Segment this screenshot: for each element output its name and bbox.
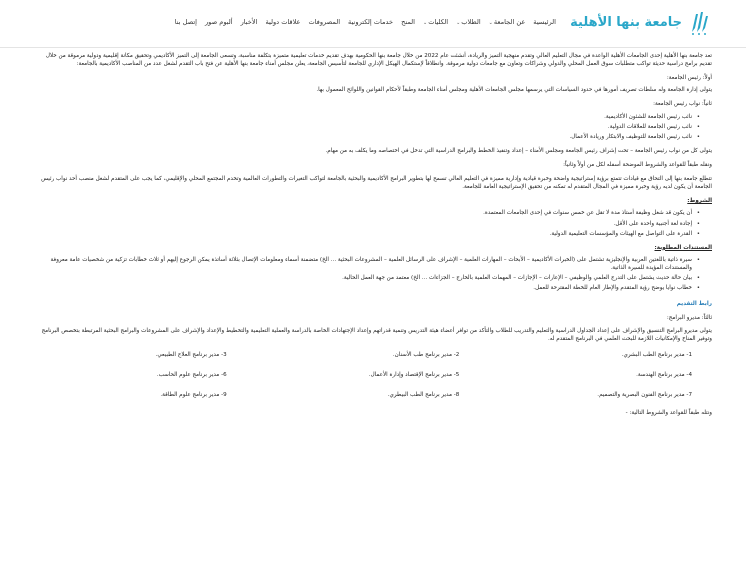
- nav-item-label: عن الجامعة: [493, 18, 526, 26]
- nav-item[interactable]: [533, 18, 556, 28]
- nav-item-label: الرئيسية: [533, 18, 556, 26]
- nav-item-label: خدمات إلكترونية: [348, 18, 394, 26]
- brand-logo[interactable]: [570, 10, 710, 36]
- nav-item-label: علاقات دولية: [265, 18, 301, 26]
- university-logo-icon: [688, 10, 710, 36]
- documents-title: المستندات المطلوبة:: [654, 244, 712, 251]
- main-nav: [20, 18, 556, 28]
- vision-paragraph: تتطلع جامعة بنها إلى التحاق مع قيادات تتمتع برؤية إستراتيجية واضحة وخبرة قيادية وإدارية مميزة في التعليم العالي تسمح لها بتطوير البرامج الأكاديمية والبحثية بالجامعة لتواكب التغيرات والتطورات العالمية وتخدم المجتمع المحلي والإقليمي، كما يجب على المتقدم لشغل منصب أحد نواب رئيس الجامعة أن يكون لديه رؤية وخبرة مميزة في المجال المتقدم له تمكنه من تحقيق الإستراتيجية العامة للجامعة.: [41, 176, 712, 191]
- nav-item[interactable]: [348, 18, 393, 28]
- nav-item-label: الكليات: [428, 18, 449, 26]
- nav-item[interactable]: [489, 18, 526, 28]
- program-item: 7- مدير برنامج الفنون البصرية والتصميم.: [597, 391, 692, 398]
- vice-president-list: [34, 113, 712, 141]
- list-item: • خطاب نوايا يوضح رؤية المتقدم والإطار العام للخطة المقترحة للعمل.: [34, 284, 692, 292]
- nav-item-label: المصروفات: [308, 18, 341, 26]
- section1-title: أولاً: رئيس الجامعة:: [666, 75, 712, 82]
- nav-item-label: الأخبار: [240, 18, 258, 26]
- programs-grid: [34, 351, 692, 399]
- brand-name: جامعة بنها الأهلية: [570, 14, 682, 30]
- apply-link[interactable]: رابط التقديم: [676, 301, 712, 308]
- section1-text: يتولى إدارة الجامعة وله سلطات تصريف أمورها في حدود السياسات التي يرسمها مجلس الجامعات الأهلية ومجلس أمناء الجامعة وطبقاً لأحكام القوانين واللوائح المعمول بها.: [316, 87, 712, 94]
- requirements-intro: ونقله طبقاً للقواعد والشروط الموضحة أسفله لكل من أولاً وثانياً:: [563, 161, 712, 168]
- nav-item[interactable]: [205, 18, 233, 28]
- program-item: 5- مدير برنامج الإقتصاد وإدارة الأعمال.: [368, 371, 460, 378]
- conditions-list: [34, 209, 712, 237]
- program-item: 3- مدير برنامج العلاج الطبيعي.: [155, 351, 227, 358]
- nav-item[interactable]: [265, 18, 300, 28]
- chevron-down-icon: ⌄: [488, 20, 493, 26]
- program-item: 4- مدير برنامج الهندسة.: [636, 371, 692, 378]
- program-item: 1- مدير برنامج الطب البشري.: [621, 351, 692, 358]
- nav-item-label: الطلاب: [461, 18, 481, 26]
- list-item: • إجادة لغة أجنبية واحدة على الأقل.: [34, 220, 692, 228]
- list-item: • نائب رئيس الجامعة للعلاقات الدولية.: [34, 123, 692, 131]
- list-item: • القدرة على التواصل مع الهيئات والمؤسسات التعليمية الدولية.: [34, 230, 692, 238]
- nav-item[interactable]: [401, 18, 415, 28]
- program-item: 2- مدير برنامج طب الأسنان.: [392, 351, 460, 358]
- list-item: • بيان حالة حديث يشتمل على التدرج العلمي والوظيفي – الإعارات – الإجازات – المهمات العلمية بالخارج – الجزاءات ... الخ) معتمد من جهة العمل الحالية.: [34, 274, 692, 282]
- section3-footer: ونتله طبقاً للقواعد والشروط التالية: -: [625, 410, 712, 417]
- nav-item[interactable]: [308, 18, 340, 28]
- nav-item-label: إتصل بنا: [174, 18, 197, 26]
- program-item: 6- مدير برنامج علوم الحاسب.: [156, 371, 227, 378]
- nav-item-label: المنح: [401, 18, 415, 26]
- nav-item[interactable]: [241, 18, 258, 28]
- section3-text: يتولى مديرو البرامج التنسيق والإشراف على إعداد الجداول الدراسية والتعليم والتدريب للطلاب والتأكد من توافر أعضاء هيئة التدريس وتنمية قدراتهم وإعداد الإجتهادات الخاصة بالدراسة والعملية التعليمية والتخطيط والإعداد والإشراف على المشروعات والبرامج البحثية المرتبطة بتخصص البرنامج وتوفير المناخ والإمكانيات اللازمة للبحث العلمي في البرنامج المتقدم له.: [41, 327, 712, 342]
- program-item: 8- مدير برنامج الطب البيطري.: [387, 391, 460, 398]
- program-item: 9- مدير برنامج علوم الطاقة.: [160, 391, 227, 398]
- list-item: • أن يكون قد شغل وظيفة أستاذ مدة لا تقل عن خمس سنوات في إحدى الجامعات المعتمدة.: [34, 209, 692, 217]
- intro-paragraph: تعد جامعة بنها الأهلية إحدى الجامعات الأهلية الواعدة في مجال التعليم العالي وتقدم منهجية التميز والريادة، أنشئت عام 2022 من خلال جامعة بنها الحكومية بهدف تقديم خدمات تعليمية متميزة بتكلفة مناسبة، وتسعى الجامعة إلى التميز الأكاديمي وتحقيق مكانة إقليمية ودولية مرموقة من خلال تقديم برامج دراسية حديثة تواكب متطلبات سوق العمل المحلي والدولي وشراكات وتعاون مع جامعات دولية مرموقة. وانطلاقاً لإستكمال الهيكل الإداري للجامعة لتأسيس الجامعة، يعلن مجلس أمناء جامعة بنها الأهلية عن فتح باب التقدم لشغل عدد من المناصب الأكاديمية بالجامعة:: [45, 53, 712, 68]
- list-item: • نائب رئيس الجامعة للتوظيف والابتكار وريادة الأعمال.: [34, 133, 692, 141]
- chevron-down-icon: ⌄: [422, 20, 428, 26]
- nav-item[interactable]: [456, 18, 481, 28]
- section2-title: ثانياً: نواب رئيس الجامعة:: [653, 101, 712, 108]
- nav-item-label: ألبوم صور: [205, 18, 233, 26]
- documents-list: [34, 256, 712, 292]
- page-content: [34, 52, 712, 423]
- site-header: [0, 0, 746, 48]
- nav-item[interactable]: [423, 18, 448, 28]
- chevron-down-icon: ⌄: [456, 20, 461, 26]
- nav-item[interactable]: [175, 18, 197, 28]
- section2-text: يتولى كل من نواب رئيس الجامعة – تحت إشراف رئيس الجامعة ومجلس الأمناء – إعداد وتنفيذ الخطط والبرامج الدراسية التي تدخل في اختصاصه وما يكلف به من مهام.: [325, 147, 712, 154]
- section3-title: ثالثاً: مديرو البرامج:: [666, 315, 712, 322]
- list-item: • سيرة ذاتية باللغتين العربية والإنجليزية تشتمل على (الخبرات الأكاديمية – الأبحاث – المهارات العلمية – الإشراف على الرسائل العلمية – المشروعات البحثية ... الخ) متضمنة أسماء ومعلومات الإتصال بثلاثة أساتذة يمكن الرجوع إليهم أو ثلاث خطابات تزكية من شخصيات عامة معروفة والمستندات المؤيدة للسيرة الذاتية.: [34, 256, 692, 272]
- list-item: • نائب رئيس الجامعة للشئون الأكاديمية.: [34, 113, 692, 121]
- conditions-title: الشروط:: [687, 198, 712, 205]
